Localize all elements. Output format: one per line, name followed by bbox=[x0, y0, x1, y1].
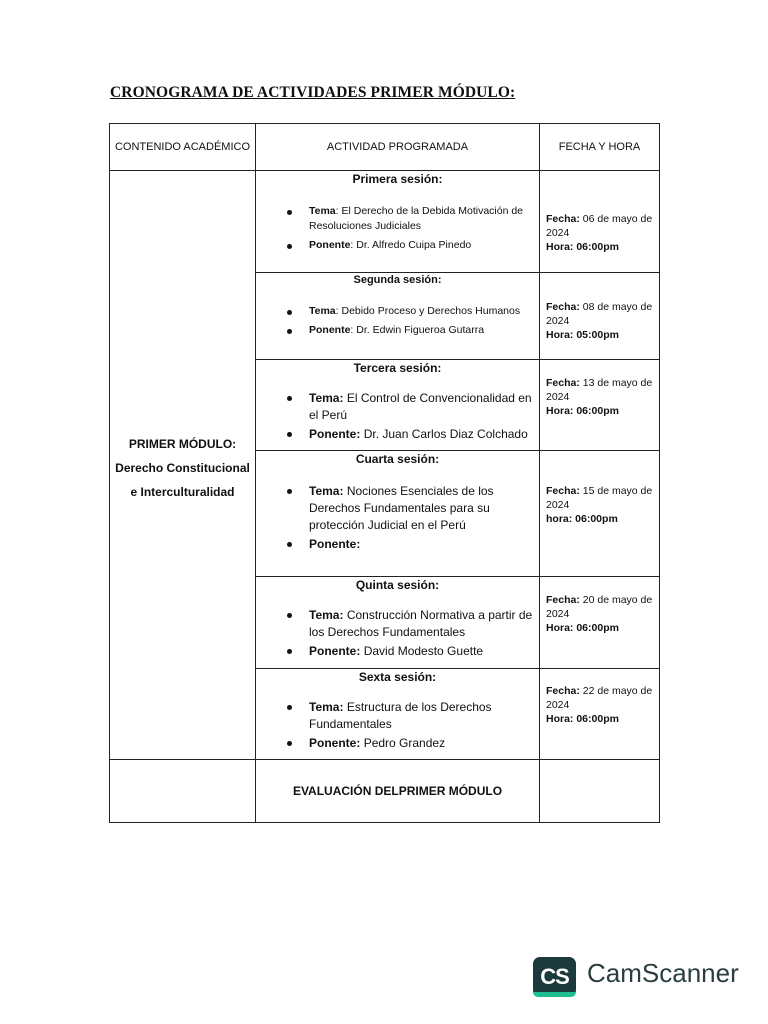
session-cell bbox=[256, 577, 540, 669]
session-cell bbox=[256, 273, 540, 360]
session-items bbox=[256, 607, 539, 660]
session-title: Primera sesión: bbox=[352, 172, 443, 186]
session-title: Quinta sesión: bbox=[355, 578, 440, 592]
session-title: Cuarta sesión: bbox=[355, 452, 440, 466]
empty-cell bbox=[540, 760, 660, 823]
date-cell: Fecha: 06 de mayo de 2024 Hora: 06:00pm bbox=[540, 171, 660, 273]
module-subtitle-1: Derecho Constitucional bbox=[115, 461, 250, 475]
session-cell bbox=[256, 171, 540, 273]
header-contenido: CONTENIDO ACADÉMICO bbox=[110, 124, 256, 171]
date-cell: Fecha: 15 de mayo de 2024 hora: 06:00pm bbox=[540, 451, 660, 577]
list-item: Tema: Debido Proceso y Derechos Humanos bbox=[256, 304, 533, 319]
camscanner-logo: CS bbox=[533, 957, 576, 997]
list-item: Ponente: Pedro Grandez bbox=[256, 735, 533, 752]
date-cell: Fecha: 13 de mayo de 2024 Hora: 06:00pm bbox=[540, 360, 660, 451]
session-items bbox=[256, 699, 539, 752]
session-items bbox=[256, 204, 539, 253]
session-cell bbox=[256, 451, 540, 577]
list-item: Tema: Nociones Esenciales de los Derechos Fundamentales para su protección Judicial en el Perú bbox=[256, 483, 533, 534]
header-fecha: FECHA Y HORA bbox=[540, 124, 660, 171]
list-item: Ponente: Dr. Edwin Figueroa Gutarra bbox=[256, 323, 533, 338]
session-items bbox=[256, 483, 539, 553]
session-items bbox=[256, 304, 539, 338]
session-items bbox=[256, 390, 539, 443]
list-item: Tema: El Control de Convencionalidad en el Perú bbox=[256, 390, 533, 424]
document-title: CRONOGRAMA DE ACTIVIDADES PRIMER MÓDULO: bbox=[110, 84, 516, 101]
list-item: Tema: Estructura de los Derechos Fundamentales bbox=[256, 699, 533, 733]
table-header-row bbox=[110, 124, 660, 171]
list-item: Ponente: David Modesto Guette bbox=[256, 643, 533, 660]
date-cell: Fecha: 08 de mayo de 2024 Hora: 05:00pm bbox=[540, 273, 660, 360]
session-title: Segunda sesión: bbox=[353, 274, 442, 286]
session-title: Sexta sesión: bbox=[358, 670, 437, 684]
module-subtitle-2: e Interculturalidad bbox=[130, 485, 235, 499]
session-cell bbox=[256, 669, 540, 760]
date-cell: Fecha: 22 de mayo de 2024 Hora: 06:00pm bbox=[540, 669, 660, 760]
table-row bbox=[110, 171, 660, 273]
camscanner-wordmark: CamScanner bbox=[587, 958, 739, 988]
evaluation-label: EVALUACIÓN DELPRIMER MÓDULO bbox=[256, 760, 540, 823]
list-item: Ponente: Dr. Juan Carlos Diaz Colchado bbox=[256, 426, 533, 443]
session-title: Tercera sesión: bbox=[353, 361, 442, 375]
list-item: Tema: El Derecho de la Debida Motivación de Resoluciones Judiciales bbox=[256, 204, 533, 234]
schedule-table bbox=[109, 123, 660, 823]
list-item: Ponente: Dr. Alfredo Cuipa Pinedo bbox=[256, 238, 533, 253]
module-cell bbox=[110, 171, 256, 760]
session-cell bbox=[256, 360, 540, 451]
date-cell: Fecha: 20 de mayo de 2024 Hora: 06:00pm bbox=[540, 577, 660, 669]
evaluation-row bbox=[110, 760, 660, 823]
empty-cell bbox=[110, 760, 256, 823]
header-actividad: ACTIVIDAD PROGRAMADA bbox=[256, 124, 540, 171]
list-item: Ponente: bbox=[256, 536, 533, 553]
module-title: PRIMER MÓDULO: bbox=[128, 437, 237, 451]
list-item: Tema: Construcción Normativa a partir de los Derechos Fundamentales bbox=[256, 607, 533, 641]
